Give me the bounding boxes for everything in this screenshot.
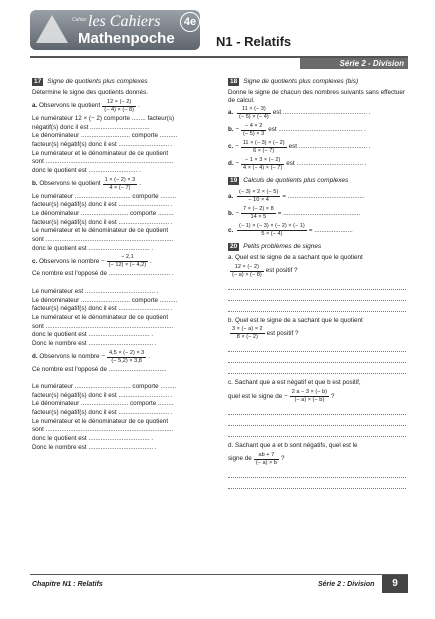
answer-line[interactable]: Le numérateur et le dénominateur de ce quotient xyxy=(32,227,169,235)
exercise-title: Calculs de quotients plus complexes xyxy=(243,176,349,184)
answer-line[interactable]: Le dénominateur ........................... comporte ......... xyxy=(32,210,174,217)
footer-rule xyxy=(30,574,408,575)
fraction-numerator: 2 a − 3 × (− b) xyxy=(291,389,327,396)
item-label: a. xyxy=(228,192,234,200)
fraction-denominator: − 10 × 4 xyxy=(248,196,269,203)
ex19-item-b xyxy=(228,205,406,222)
item-label: b. xyxy=(228,126,234,134)
page-number: 9 xyxy=(382,575,408,593)
fraction xyxy=(290,389,329,404)
fraction-numerator: (− 1) × (− 3) × (− 2) × (− 1) xyxy=(239,222,305,229)
fraction xyxy=(102,99,136,114)
item-label: c. xyxy=(228,226,234,234)
item-prefix: Observons le quotient xyxy=(39,180,101,188)
fraction-numerator: 3 × (− a) × 2 xyxy=(232,326,263,333)
item-prefix: Observons le nombre xyxy=(39,258,100,265)
answer-line[interactable] xyxy=(228,353,406,363)
minus-sign: − xyxy=(235,160,240,168)
exercise-18-heading xyxy=(228,78,406,86)
answer-line[interactable]: facteur(s) négatif(s) donc il est ............................. . xyxy=(32,140,173,148)
problem-d-text: d. Sachant que a et b sont négatifs, quel est le xyxy=(228,442,358,450)
fraction-numerator: 4,5 × (− 2) × 3 xyxy=(109,349,145,356)
exercise-intro: Donne le signe de chacun des nombres suivants sans effectuer de calcul. xyxy=(228,89,406,104)
fraction xyxy=(241,206,276,221)
item-b: b. Observons le quotient $\frac{1 \times (- 2) \times 3}{4 \times (- 7)}$ . xyxy=(32,176,142,191)
answer-line[interactable]: Le numérateur 12 × (− 2) comporte ........ facteur(s) xyxy=(32,114,175,122)
ex18-item-b xyxy=(228,122,406,139)
minus-sign: − xyxy=(101,353,105,361)
problem-a-fraction xyxy=(228,263,406,280)
item-label: c. xyxy=(228,143,234,151)
answer-line[interactable]: sont ......................................................................... xyxy=(32,158,174,166)
fraction-numerator: 7 × (− 2) × 8 xyxy=(243,205,274,212)
ex18-item-a xyxy=(228,105,406,122)
page-title: N1 - Relatifs xyxy=(216,34,292,49)
answer-line[interactable]: Ce nombre est l'opposé de ................................. xyxy=(32,365,167,373)
answer-line xyxy=(32,279,218,288)
answer-blank[interactable]: est ................................................ . xyxy=(268,126,366,134)
problem-d-fraction xyxy=(228,451,406,468)
problem-c-fraction xyxy=(228,388,406,405)
answer-line[interactable] xyxy=(228,405,406,415)
fraction-denominator: 6 × (− 7) xyxy=(253,147,275,154)
problem-b-text: b. Quel est le signe de a sachant que le quotient xyxy=(228,316,363,324)
fraction xyxy=(237,106,271,121)
item-prefix: Observons le quotient xyxy=(39,102,101,110)
answer-line[interactable] xyxy=(228,302,406,312)
question-tail: ? xyxy=(280,455,285,463)
fraction-numerator: (− 3) × 2 × (− 5) xyxy=(239,188,279,195)
ex18-item-d xyxy=(228,156,406,173)
fraction-denominator: 4 × (− 4) × (− 7) xyxy=(243,164,283,171)
answer-line[interactable]: sont ......................................................................... xyxy=(32,322,174,330)
answer-line[interactable]: Le numérateur est ........................................ . xyxy=(32,287,159,295)
fraction xyxy=(230,326,265,341)
item-label: d. xyxy=(32,353,38,361)
answer-line[interactable]: Le dénominateur ............................ comporte .......... xyxy=(32,132,178,140)
fraction-denominator: (− a) × b xyxy=(255,459,277,466)
left-column xyxy=(32,78,218,453)
item-d: d. Observons le nombre − $\frac{4,5 \times (- 2) \times 3}{(- 5,2) \times 3,8}$ . xyxy=(32,349,151,364)
exercise-title: Petits problèmes de signes xyxy=(243,242,322,250)
question-prefix: signe de xyxy=(228,455,252,463)
answer-line[interactable]: Le numérateur ................................ comporte ......... xyxy=(32,192,177,200)
fraction-numerator: 11 × (− 3) × (− 2) xyxy=(242,139,285,146)
answer-line[interactable]: donc le quotient est ............................ . xyxy=(32,166,141,174)
logo-triangle-icon xyxy=(36,15,68,43)
fraction-denominator: (− 5,2) × 3,8 xyxy=(111,357,142,364)
fraction-numerator: 1 × (− 2) × 3 xyxy=(104,176,136,183)
problem-c-text: c. Sachant que a est négatif et que b est positif, xyxy=(228,379,361,387)
fraction xyxy=(254,452,279,467)
item-a-lines xyxy=(32,115,218,176)
fraction-numerator: ab + 7 xyxy=(254,452,279,460)
fraction xyxy=(241,157,284,172)
item-label: c. xyxy=(32,258,38,265)
item-d-lines xyxy=(32,366,218,453)
fraction-denominator: (− 5) × (− 4) xyxy=(239,113,269,120)
serie-banner: Série 2 - Division xyxy=(300,58,408,69)
ex18-item-c xyxy=(228,139,406,156)
answer-blank[interactable]: = ...................... xyxy=(308,226,353,234)
answer-line[interactable]: donc le quotient est ................................... . xyxy=(32,331,154,339)
logo-grade-badge: 4e xyxy=(180,12,200,32)
logo-bottom-text: Mathenpoche xyxy=(78,30,175,47)
answer-line[interactable]: sont ......................................................................... xyxy=(32,236,174,244)
minus-sign: − xyxy=(284,392,288,400)
exercise-number: 18 xyxy=(230,78,238,86)
fraction xyxy=(107,254,148,269)
ex19-item-c xyxy=(228,222,406,239)
answer-line[interactable] xyxy=(228,280,406,290)
fraction-denominator: 4 × (− 7) xyxy=(109,184,131,191)
footer-serie: Série 2 : Division xyxy=(318,581,375,588)
fraction-denominator: (− a) × (− b) xyxy=(294,397,325,404)
answer-line[interactable] xyxy=(228,342,406,352)
answer-line[interactable]: facteur(s) négatif(s) donc il est ............................. . xyxy=(32,218,173,226)
ex19-item-a xyxy=(228,188,406,205)
logo-small-text: Cahier xyxy=(72,17,87,23)
fraction-denominator: 5 × (− 4) xyxy=(261,230,283,237)
fraction xyxy=(230,264,264,279)
fraction-denominator: 14 × 5 xyxy=(250,213,267,220)
answer-line[interactable] xyxy=(228,291,406,301)
fraction xyxy=(107,350,146,365)
question-tail: est positif ? xyxy=(265,267,298,275)
fraction xyxy=(241,123,266,138)
question-tail: ? xyxy=(331,392,335,400)
answer-line[interactable]: Ce nombre est l'opposé de ................................... . xyxy=(32,270,174,278)
minus-sign: − xyxy=(235,209,240,217)
answer-line[interactable]: facteur(s) négatif(s) donc il est ............................. . xyxy=(32,409,173,417)
question-prefix: quel est le signe de xyxy=(228,392,283,400)
exercise-intro: Détermine le signe des quotients donnés. xyxy=(32,89,148,97)
fraction xyxy=(237,189,280,204)
fraction-numerator: 12 × (− 2) xyxy=(230,264,264,272)
answer-line[interactable] xyxy=(228,479,406,489)
exercise-title: Signe de quotients plus complexes (bis) xyxy=(243,78,359,85)
answer-line[interactable] xyxy=(228,427,406,437)
logo-top-text: les Cahiers xyxy=(88,13,161,30)
fraction-denominator: (− 4) × (− 8) xyxy=(104,106,134,113)
answer-line xyxy=(32,374,218,383)
answer-line[interactable] xyxy=(228,364,406,374)
fraction-numerator: − 1 × 3 × (− 2) xyxy=(241,157,284,165)
answer-line[interactable]: Le dénominateur ............................ comporte .......... xyxy=(32,296,178,304)
fraction xyxy=(241,140,287,155)
fraction-numerator: − 4 × 2 xyxy=(241,123,266,131)
fraction-numerator: 12 × (− 2) xyxy=(102,99,136,107)
item-c: c. Observons le nombre − $\frac{- 2,1}{(- 12) \times (- 4,2)}$ . xyxy=(32,254,152,269)
item-c-lines xyxy=(32,270,218,348)
fraction-numerator: − 2,1 xyxy=(107,254,148,262)
fraction xyxy=(103,177,138,192)
answer-blank[interactable]: = ............................................ xyxy=(277,209,361,217)
answer-line[interactable]: facteur(s) négatif(s) donc il est ............................. . xyxy=(32,201,173,209)
answer-line[interactable] xyxy=(228,416,406,426)
item-label: a. xyxy=(228,109,234,117)
item-a: a. Observons le quotient $\frac{12 \times (- 2)}{(- 4) \times (- 8)}$ . xyxy=(32,98,140,113)
answer-line[interactable]: Le numérateur ................................ comporte ......... xyxy=(32,383,177,390)
answer-line[interactable]: Le dénominateur ........................... comporte ......... xyxy=(32,400,174,408)
answer-line[interactable]: négatif(s) donc il est .................................. xyxy=(32,123,150,131)
problem-a-text: a. Quel est le signe de a sachant que le quotient xyxy=(228,254,363,262)
question-tail: est positif ? xyxy=(266,330,299,338)
exercise-19-heading xyxy=(228,177,406,185)
exercise-17-heading xyxy=(32,78,218,86)
fraction-numerator: 11 × (− 3) xyxy=(237,106,271,114)
answer-blank[interactable]: est ....................................... . xyxy=(288,143,371,151)
exercise-20-heading xyxy=(228,243,406,251)
answer-line[interactable]: Donc le nombre est ..................................... . xyxy=(32,443,157,451)
minus-sign: − xyxy=(235,126,240,134)
answer-line[interactable]: Le numérateur et le dénominateur de ce quotient xyxy=(32,313,169,321)
exercise-number: 19 xyxy=(230,176,238,184)
fraction-denominator: (− 12) × (− 4,2) xyxy=(108,262,147,269)
right-column xyxy=(228,78,406,490)
fraction-denominator: (− a) × (− 8) xyxy=(232,271,262,278)
item-prefix: Observons le nombre xyxy=(39,353,100,361)
answer-blank[interactable]: est ...................................... . xyxy=(286,160,367,168)
answer-line[interactable]: facteur(s) négatif(s) donc il est ............................. . xyxy=(32,391,173,399)
answer-line[interactable]: donc le quotient est ................................... . xyxy=(32,244,154,252)
item-b-lines xyxy=(32,193,218,254)
item-label: b. xyxy=(32,180,38,188)
answer-line[interactable]: Donc le nombre est ..................................... . xyxy=(32,339,157,347)
answer-blank[interactable]: = ............................................ xyxy=(282,192,365,200)
item-label: d. xyxy=(228,160,234,168)
fraction-denominator: 8 × (− 2) xyxy=(236,334,258,341)
answer-line[interactable]: donc le quotient est ................................... . xyxy=(32,435,154,443)
minus-sign: − xyxy=(100,258,105,265)
answer-line[interactable] xyxy=(228,468,406,478)
answer-line[interactable]: sont ......................................................................... xyxy=(32,426,174,434)
exercise-number: 17 xyxy=(34,78,42,86)
item-label: b. xyxy=(228,209,234,217)
answer-line[interactable]: Le numérateur et le dénominateur de ce quotient xyxy=(32,417,169,425)
logo xyxy=(30,10,202,52)
answer-line[interactable]: facteur(s) négatif(s) donc il est ............................. . xyxy=(32,305,173,313)
item-label: a. xyxy=(32,102,38,110)
problem-b-fraction xyxy=(228,325,406,342)
minus-sign: − xyxy=(235,143,239,151)
exercise-number: 20 xyxy=(230,243,238,251)
fraction-denominator: (− 5) × 3 xyxy=(243,130,265,137)
answer-line[interactable]: Le numérateur et le dénominateur de ce quotient xyxy=(32,149,169,157)
answer-blank[interactable]: est ................................................ . xyxy=(272,109,371,117)
footer-chapter: Chapitre N1 : Relatifs xyxy=(32,581,103,588)
exercise-title: Signe de quotients plus complexes xyxy=(47,78,148,85)
fraction xyxy=(237,223,307,238)
